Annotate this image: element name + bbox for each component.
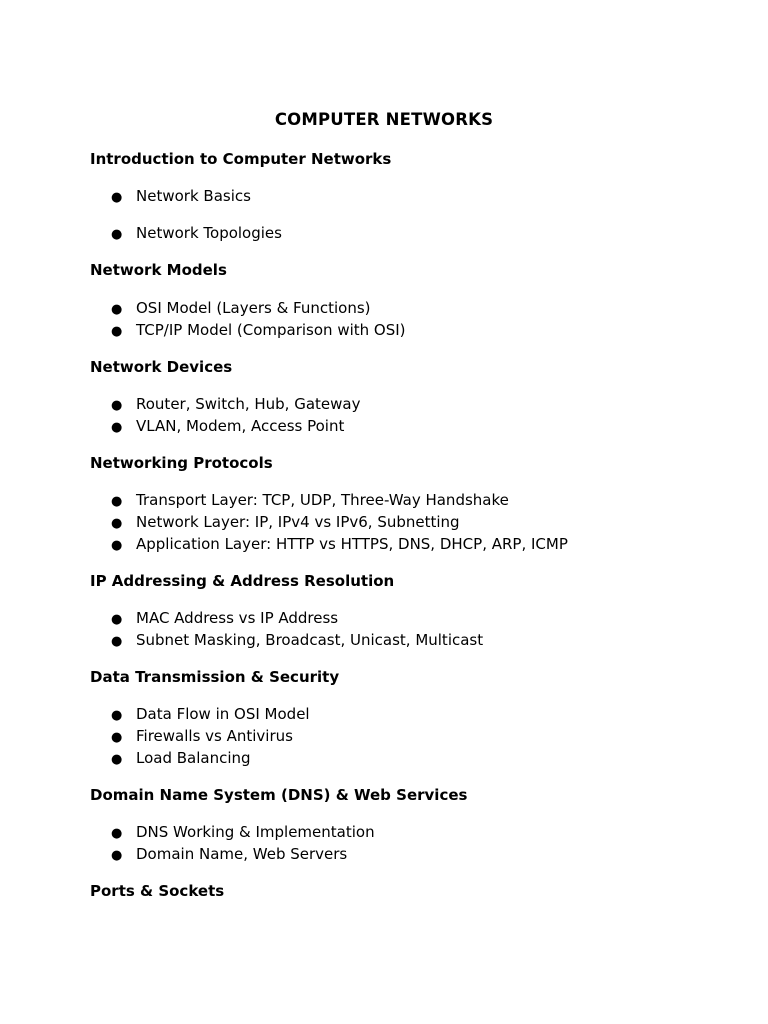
document-title: COMPUTER NETWORKS: [274, 110, 494, 129]
list-item-text: Router, Switch, Hub, Gateway: [136, 395, 361, 413]
section-heading-network-devices: Network Devices: [90, 358, 233, 376]
bullet-icon: ●: [111, 302, 123, 317]
list-item-text: VLAN, Modem, Access Point: [136, 417, 345, 435]
list-item-text: DNS Working & Implementation: [136, 823, 375, 841]
bullet-icon: ●: [111, 190, 123, 205]
list-item: [111, 843, 347, 867]
list-item: [111, 725, 293, 749]
list-item-text: Application Layer: HTTP vs HTTPS, DNS, DHCP, ARP, ICMP: [136, 535, 568, 553]
bullet-icon: ●: [111, 826, 123, 841]
list-item-text: Network Topologies: [136, 224, 282, 242]
list-item-text: Subnet Masking, Broadcast, Unicast, Multicast: [136, 631, 484, 649]
bullet-icon: ●: [111, 634, 123, 649]
bullet-icon: ●: [111, 227, 123, 242]
bullet-icon: ●: [111, 612, 123, 627]
list-item-text: Firewalls vs Antivirus: [136, 727, 293, 745]
list-item-text: Data Flow in OSI Model: [136, 705, 310, 723]
section-heading-introduction: Introduction to Computer Networks: [90, 150, 392, 168]
list-item-text: Network Basics: [136, 187, 251, 205]
bullet-icon: ●: [111, 324, 123, 339]
bullet-icon: ●: [111, 752, 123, 767]
list-item: [111, 185, 251, 209]
list-item-text: OSI Model (Layers & Functions): [136, 299, 371, 317]
list-item: [111, 415, 344, 439]
list-item: [111, 703, 310, 727]
section-heading-network-models: Network Models: [90, 261, 227, 279]
section-heading-ip-addressing: IP Addressing & Address Resolution: [90, 572, 395, 590]
section-heading-dns-web-services: Domain Name System (DNS) & Web Services: [90, 786, 468, 804]
list-item: [111, 629, 483, 653]
bullet-icon: ●: [111, 516, 123, 531]
list-item-text: TCP/IP Model (Comparison with OSI): [136, 321, 406, 339]
list-item: [111, 821, 375, 845]
section-heading-ports-sockets: Ports & Sockets: [90, 882, 225, 900]
bullet-icon: ●: [111, 420, 123, 435]
bullet-icon: ●: [111, 730, 123, 745]
list-item: [111, 489, 509, 513]
section-heading-networking-protocols: Networking Protocols: [90, 454, 273, 472]
list-item-text: Transport Layer: TCP, UDP, Three-Way Handshake: [136, 491, 509, 509]
list-item: [111, 319, 406, 343]
list-item-text: Domain Name, Web Servers: [136, 845, 348, 863]
list-item: [111, 511, 460, 535]
list-item: [111, 607, 338, 631]
list-item: [111, 393, 360, 417]
list-item: [111, 222, 282, 246]
list-item: [111, 297, 371, 321]
list-item: [111, 747, 251, 771]
list-item-text: MAC Address vs IP Address: [136, 609, 339, 627]
list-item-text: Network Layer: IP, IPv4 vs IPv6, Subnetting: [136, 513, 460, 531]
bullet-icon: ●: [111, 848, 123, 863]
list-item-text: Load Balancing: [136, 749, 251, 767]
bullet-icon: ●: [111, 708, 123, 723]
bullet-icon: ●: [111, 538, 123, 553]
bullet-icon: ●: [111, 494, 123, 509]
bullet-icon: ●: [111, 398, 123, 413]
list-item: [111, 533, 568, 557]
section-heading-data-transmission: Data Transmission & Security: [90, 668, 340, 686]
